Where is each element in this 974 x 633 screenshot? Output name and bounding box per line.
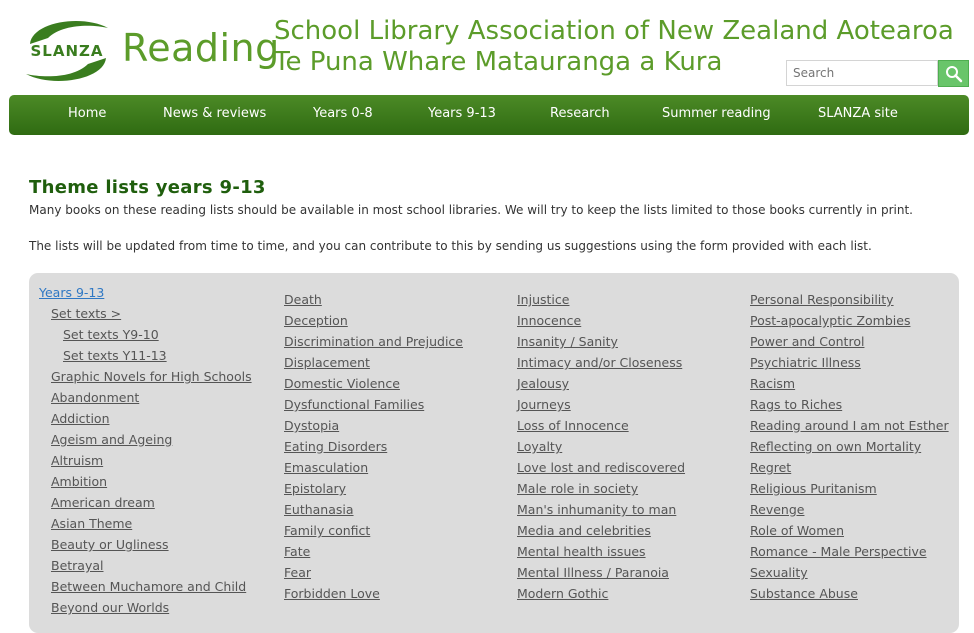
tree-item-altruism[interactable]: Altruism bbox=[51, 453, 104, 468]
theme-link[interactable]: Fate bbox=[284, 544, 311, 559]
theme-link[interactable]: Reflecting on own Mortality bbox=[750, 439, 922, 454]
search-input[interactable] bbox=[786, 60, 938, 86]
tree-item-betrayal[interactable]: Betrayal bbox=[51, 558, 104, 573]
nav-summer-reading[interactable]: Summer reading bbox=[662, 106, 771, 121]
tree-item-beyond-our-worlds[interactable]: Beyond our Worlds bbox=[51, 600, 170, 615]
theme-link[interactable]: Substance Abuse bbox=[750, 586, 858, 601]
nav-years-0-8[interactable]: Years 0-8 bbox=[313, 106, 373, 121]
tree-item-set-texts-y9-10[interactable]: Set texts Y9-10 bbox=[63, 327, 159, 342]
nav-research[interactable]: Research bbox=[550, 106, 610, 121]
theme-link[interactable]: Fear bbox=[284, 565, 311, 580]
tree-item-beauty-ugliness[interactable]: Beauty or Ugliness bbox=[51, 537, 169, 552]
organisation-name: School Library Association of New Zealand Aotearoa bbox=[274, 16, 954, 46]
theme-link[interactable]: Insanity / Sanity bbox=[517, 334, 618, 349]
tree-item-addiction[interactable]: Addiction bbox=[51, 411, 110, 426]
theme-link[interactable]: Jealousy bbox=[517, 376, 569, 391]
tree-item-muchamore-child[interactable]: Between Muchamore and Child bbox=[51, 579, 247, 594]
theme-link[interactable]: Deception bbox=[284, 313, 348, 328]
theme-link[interactable]: Man's inhumanity to man bbox=[517, 502, 677, 517]
nav-news-reviews[interactable]: News & reviews bbox=[163, 106, 267, 121]
reading-wordmark: Reading bbox=[122, 26, 280, 70]
theme-link[interactable]: Epistolary bbox=[284, 481, 347, 496]
search-button[interactable] bbox=[938, 60, 969, 87]
theme-link[interactable]: Power and Control bbox=[750, 334, 865, 349]
theme-link[interactable]: Modern Gothic bbox=[517, 586, 609, 601]
theme-link[interactable]: Discrimination and Prejudice bbox=[284, 334, 463, 349]
theme-link[interactable]: Religious Puritanism bbox=[750, 481, 877, 496]
theme-link[interactable]: Mental Illness / Paranoia bbox=[517, 565, 669, 580]
magnifier-icon bbox=[945, 65, 963, 83]
tree-item-ambition[interactable]: Ambition bbox=[51, 474, 108, 489]
nav-home[interactable]: Home bbox=[68, 106, 107, 121]
theme-link[interactable]: Male role in society bbox=[517, 481, 639, 496]
theme-link[interactable]: Dysfunctional Families bbox=[284, 397, 425, 412]
logo-text: SLANZA bbox=[30, 42, 104, 60]
theme-link[interactable]: Loyalty bbox=[517, 439, 563, 454]
theme-link[interactable]: Mental health issues bbox=[517, 544, 646, 559]
theme-link[interactable]: Regret bbox=[750, 460, 792, 475]
nav-slanza-site[interactable]: SLANZA site bbox=[818, 106, 898, 121]
theme-link[interactable]: Loss of Innocence bbox=[517, 418, 629, 433]
theme-link[interactable]: Dystopia bbox=[284, 418, 340, 433]
nav-years-9-13[interactable]: Years 9-13 bbox=[428, 106, 496, 121]
tree-item-abandonment[interactable]: Abandonment bbox=[51, 390, 140, 405]
theme-link[interactable]: Racism bbox=[750, 376, 796, 391]
theme-link[interactable]: Reading around I am not Esther bbox=[750, 418, 949, 433]
page-title: Theme lists years 9-13 bbox=[29, 177, 266, 198]
tree-item-set-texts[interactable]: Set texts > bbox=[51, 306, 122, 321]
tree-item-set-texts-y11-13[interactable]: Set texts Y11-13 bbox=[63, 348, 167, 363]
theme-link[interactable]: Media and celebrities bbox=[517, 523, 651, 538]
theme-link[interactable]: Rags to Riches bbox=[750, 397, 843, 412]
theme-link[interactable]: Death bbox=[284, 292, 322, 307]
theme-link[interactable]: Euthanasia bbox=[284, 502, 354, 517]
main-navigation bbox=[9, 95, 969, 135]
intro-paragraph-2: The lists will be updated from time to time, and you can contribute to this by sending us suggestions using the form provided with each list. bbox=[29, 239, 872, 253]
theme-link[interactable]: Emasculation bbox=[284, 460, 369, 475]
theme-link[interactable]: Romance - Male Perspective bbox=[750, 544, 927, 559]
theme-link[interactable]: Domestic Violence bbox=[284, 376, 400, 391]
theme-link[interactable]: Post-apocalyptic Zombies bbox=[750, 313, 911, 328]
theme-link[interactable]: Intimacy and/or Closeness bbox=[517, 355, 683, 370]
organisation-maori-name: Te Puna Whare Matauranga a Kura bbox=[274, 47, 723, 77]
theme-link[interactable]: Personal Responsibility bbox=[750, 292, 894, 307]
theme-link[interactable]: Innocence bbox=[517, 313, 582, 328]
theme-link[interactable]: Journeys bbox=[517, 397, 571, 412]
theme-link[interactable]: Love lost and rediscovered bbox=[517, 460, 686, 475]
intro-paragraph-1: Many books on these reading lists should be available in most school libraries. We will try to keep the lists limited to those books currently in print. bbox=[29, 203, 913, 217]
theme-link[interactable]: Psychiatric Illness bbox=[750, 355, 861, 370]
tree-item-graphic-novels[interactable]: Graphic Novels for High Schools bbox=[51, 369, 252, 384]
theme-link[interactable]: Eating Disorders bbox=[284, 439, 388, 454]
theme-link[interactable]: Role of Women bbox=[750, 523, 844, 538]
tree-item-ageism[interactable]: Ageism and Ageing bbox=[51, 432, 173, 447]
tree-item-american-dream[interactable]: American dream bbox=[51, 495, 155, 510]
theme-link[interactable]: Forbidden Love bbox=[284, 586, 380, 601]
theme-link[interactable]: Revenge bbox=[750, 502, 805, 517]
tree-item-years-9-13[interactable]: Years 9-13 bbox=[39, 285, 105, 300]
theme-link[interactable]: Injustice bbox=[517, 292, 570, 307]
theme-lists-panel bbox=[29, 273, 959, 633]
site-header bbox=[0, 0, 974, 95]
theme-link[interactable]: Displacement bbox=[284, 355, 370, 370]
theme-link[interactable]: Sexuality bbox=[750, 565, 808, 580]
tree-item-asian-theme[interactable]: Asian Theme bbox=[51, 516, 133, 531]
slanza-logo[interactable] bbox=[22, 14, 112, 86]
theme-link[interactable]: Family confict bbox=[284, 523, 371, 538]
